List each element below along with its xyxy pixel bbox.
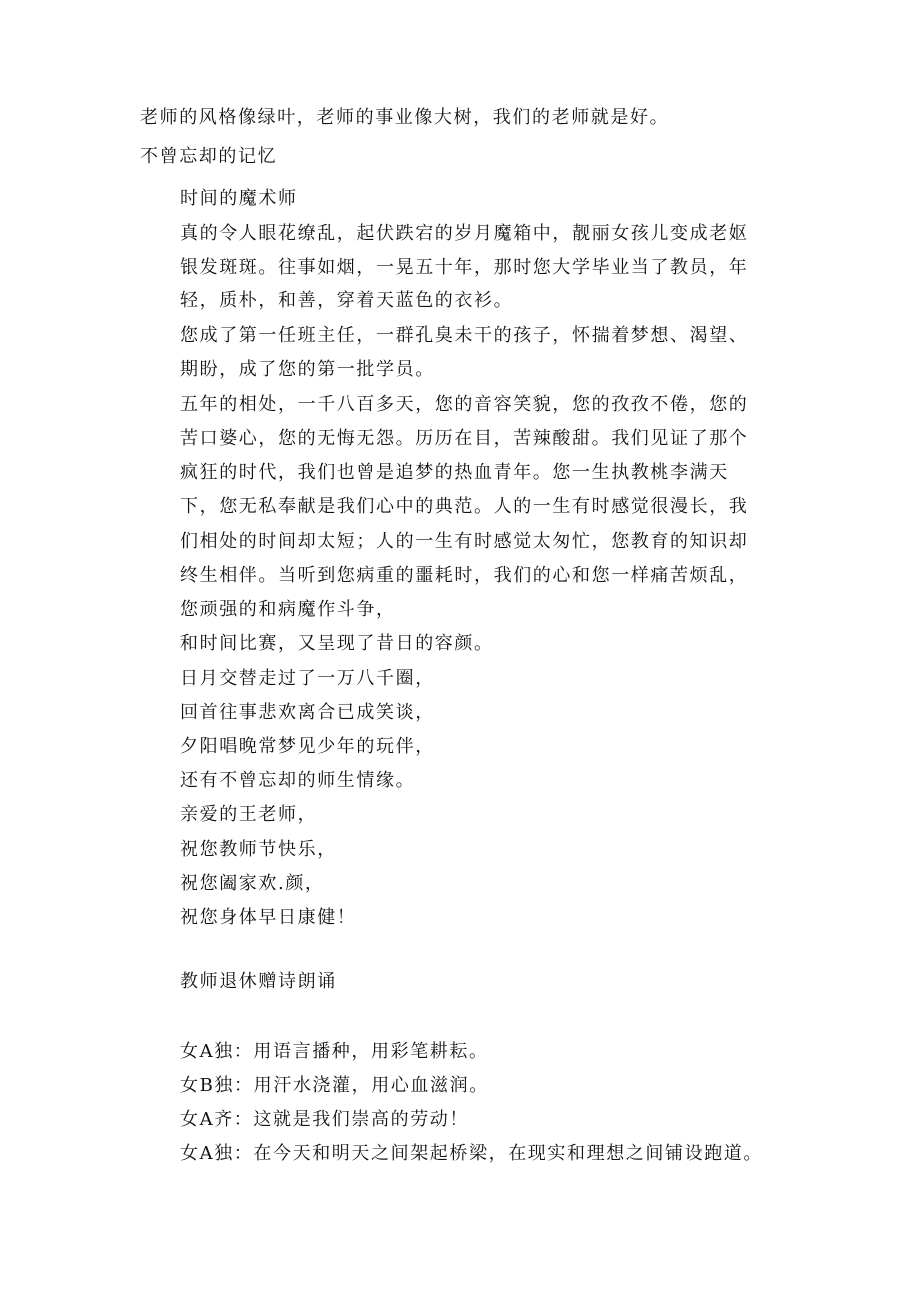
poem-line: 还有不曾忘却的师生情缘。 [180, 770, 416, 791]
poem-line: 下，您无私奉献是我们心中的典范。人的一生有时感觉很漫长，我 [180, 496, 749, 517]
poem-line: 您成了第一任班主任，一群孔臭未干的孩子，怀揣着梦想、渴望、 [180, 325, 749, 346]
poem-line: 回首往事悲欢离合已成笑谈， [180, 702, 435, 723]
poem-line: 期盼，成了您的第一批学员。 [180, 359, 435, 380]
poem-line: 您顽强的和病魔作斗争， [180, 599, 396, 620]
recital-line: 女A独：用语言播种，用彩笔耕耘。 [180, 1041, 489, 1062]
poem-line: 和时间比赛，又呈现了昔日的容颜。 [180, 633, 494, 654]
poem-line: 祝您身体早日康健！ [180, 907, 357, 928]
poem-line: 五年的相处，一千八百多天，您的音容笑貌，您的孜孜不倦，您的 [180, 394, 749, 415]
poem-line: 苦口婆心，您的无悔无怨。历历在目，苦辣酸甜。我们见证了那个 [180, 428, 749, 449]
intro-line-1: 老师的风格像绿叶，老师的事业像大树，我们的老师就是好。 [140, 107, 670, 128]
poem-line: 轻，质朴，和善，穿着天蓝色的衣衫。 [180, 290, 514, 311]
poem-line: 疯狂的时代，我们也曾是追梦的热血青年。您一生执教桃李满天 [180, 462, 729, 483]
poem-line: 终生相伴。当听到您病重的噩耗时，我们的心和您一样痛苦烦乱， [180, 565, 749, 586]
poem-line: 亲爱的王老师， [180, 804, 318, 825]
recital-line: 女A独：在今天和明天之间架起桥梁，在现实和理想之间铺设跑道。 [180, 1143, 763, 1164]
poem-line: 真的令人眼花缭乱，起伏跌宕的岁月魔箱中，靓丽女孩儿变成老妪 [180, 223, 749, 244]
poem-line: 祝您教师节快乐， [180, 839, 337, 860]
poem-line: 日月交替走过了一万八千圈， [180, 668, 435, 689]
poem-title: 时间的魔术师 [180, 188, 298, 209]
poem-line: 夕阳唱晚常梦见少年的玩伴， [180, 736, 435, 757]
recital-line: 女A齐：这就是我们崇高的劳动！ [180, 1109, 469, 1130]
recital-line: 女B独：用汗水浇灌，用心血滋润。 [180, 1075, 489, 1096]
recital-title: 教师退休赠诗朗诵 [180, 971, 337, 992]
poem-line: 们相处的时间却太短；人的一生有时感觉太匆忙，您教育的知识却 [180, 531, 749, 552]
poem-line: 银发斑斑。往事如烟，一晃五十年，那时您大学毕业当了教员，年 [180, 257, 749, 278]
poem-line: 祝您阖家欢.颜， [180, 873, 325, 894]
intro-line-2: 不曾忘却的记忆 [140, 146, 278, 167]
